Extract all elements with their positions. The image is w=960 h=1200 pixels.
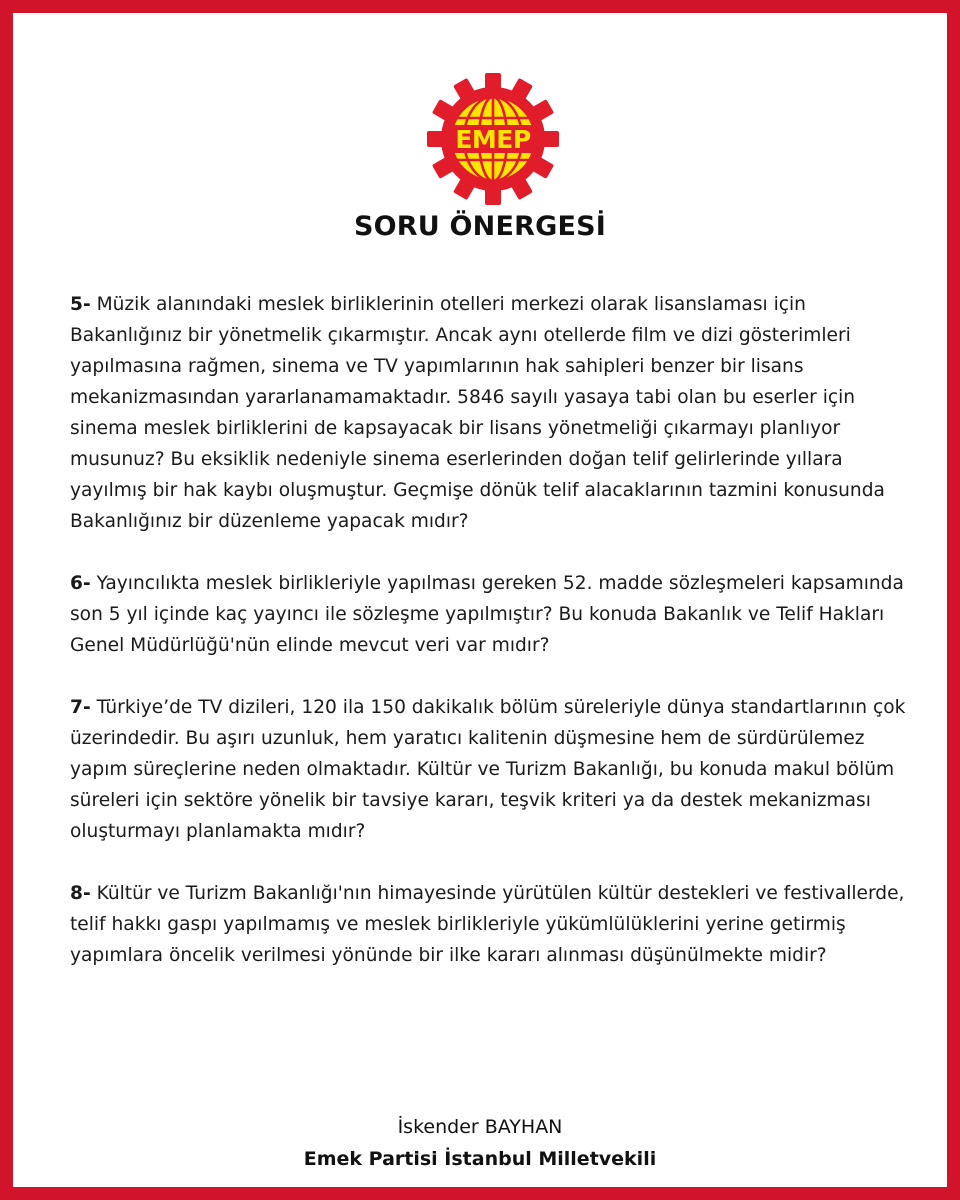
emep-logo bbox=[425, 71, 561, 207]
question-number: 6- bbox=[70, 573, 91, 594]
logo-text: EMEP bbox=[455, 125, 531, 154]
question-text: Kültür ve Turizm Bakanlığı'nın himayesinde yürütülen kültür destekleri ve festivallerde, telif hakkı gaspı yapılmamış ve meslek birlikleriyle yükümlülüklerini yerine getirmiş yapımlara öncelik verilmesi yönünde bir ilke kararı alınması düşünülmekte midir? bbox=[70, 883, 905, 966]
question-item bbox=[70, 568, 910, 661]
question-item bbox=[70, 289, 910, 537]
question-text: Türkiye’de TV dizileri, 120 ila 150 dakikalık bölüm süreleriyle dünya standartlarının çok üzerindedir. Bu aşırı uzunluk, hem yaratıcı kalitenin düşmesine hem de sürdürülemez yapım süreçlerine neden olmaktadır. Kültür ve Turizm Bakanlığı, bu konuda makul bölüm süreleri için sektöre yönelik bir tavsiye kararı, teşvik kriteri ya da destek mekanizması oluşturmayı planlamakta mıdır? bbox=[70, 697, 906, 842]
question-text: Yayıncılıkta meslek birlikleriyle yapılması gereken 52. madde sözleşmeleri kapsamında son 5 yıl içinde kaç yayıncı ile sözleşme yapılmıştır? Bu konuda Bakanlık ve Telif Hakları Genel Müdürlüğü'nün elinde mevcut veri var mıdır? bbox=[70, 573, 904, 656]
question-number: 5- bbox=[70, 294, 91, 315]
question-item bbox=[70, 692, 910, 847]
signatory-name: İskender BAYHAN bbox=[397, 1116, 563, 1138]
question-item bbox=[70, 878, 910, 971]
signatory-title: Emek Partisi İstanbul Milletvekili bbox=[303, 1148, 657, 1170]
question-number: 8- bbox=[70, 883, 91, 904]
question-list bbox=[70, 289, 910, 1002]
document-title: SORU ÖNERGESİ bbox=[354, 211, 606, 242]
question-text: Müzik alanındaki meslek birliklerinin otelleri merkezi olarak lisanslaması için Bakanlığınız bir yönetmelik çıkarmıştır. Ancak aynı otellerde film ve dizi gösterimleri yapılmasına rağmen, sinema ve TV yapımlarının hak sahipleri benzer bir lisans mekanizmasından yararlanamamaktadır. 5846 sayılı yasaya tabi olan bu eserler için sinema meslek birliklerini de kapsayacak bir lisans yönetmeliği çıkarmayı planlıyor musunuz? Bu eksiklik nedeniyle sinema eserlerinden doğan telif gelirlerinde yıllara yayılmış bir hak kaybı oluşmuştur. Geçmişe dönük telif alacaklarının tazmini konusunda Bakanlığınız bir düzenleme yapacak mıdır? bbox=[70, 294, 885, 532]
signature-block bbox=[13, 1111, 947, 1175]
gear-globe-icon bbox=[425, 71, 561, 207]
question-number: 7- bbox=[70, 697, 91, 718]
document-page bbox=[13, 13, 947, 1187]
